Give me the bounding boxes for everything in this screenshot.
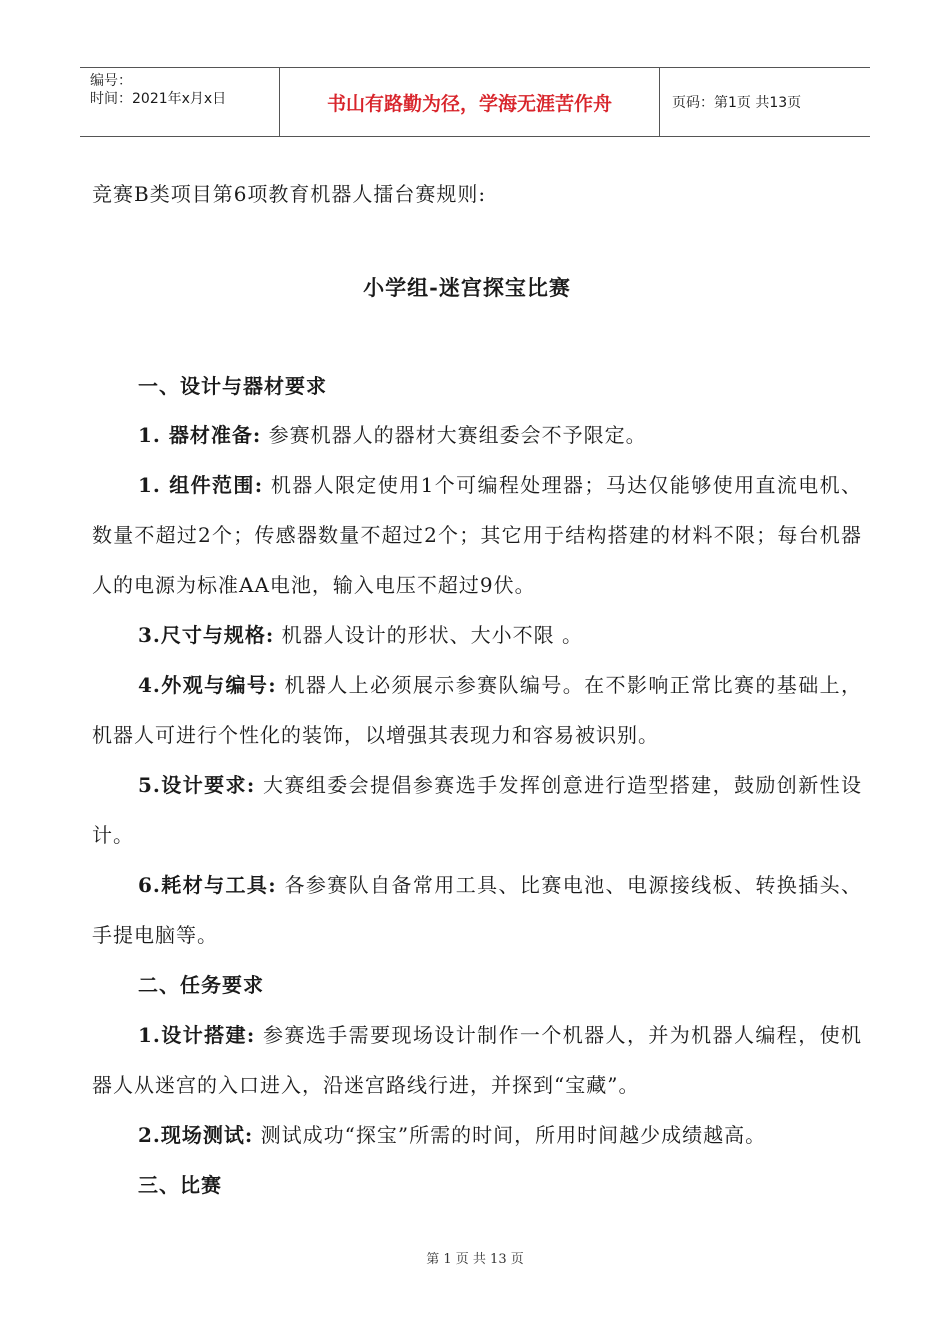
paragraph-label: 1. 器材准备: bbox=[138, 423, 262, 447]
paragraph-text: 机器人限定使用1个可编程处理器；马达仅能够使用直流电机、数量不超过2个；传感器数量不超过2个；其它用于结构搭建的材料不限；每台机器人的电源为标准AA电池，输入电压不超过9伏。 bbox=[92, 473, 862, 597]
paragraph-label: 5.设计要求: bbox=[138, 773, 256, 797]
section-3-title: 三、比赛 bbox=[138, 1173, 222, 1197]
section-1-paragraph-6 bbox=[92, 860, 862, 960]
section-1-paragraph-5 bbox=[92, 760, 862, 860]
document-body bbox=[92, 170, 862, 1210]
paragraph-text: 参赛选手需要现场设计制作一个机器人，并为机器人编程，使机器人从迷宫的入口进入，沿迷宫路线行进，并探到“宝藏”。 bbox=[92, 1023, 863, 1097]
section-1-paragraph-1 bbox=[92, 410, 862, 460]
paragraph-label: 2.现场测试: bbox=[138, 1123, 254, 1147]
section-1-paragraph-3 bbox=[92, 610, 862, 660]
section-1-paragraph-4 bbox=[92, 660, 862, 760]
paragraph-text: 大赛组委会提倡参赛选手发挥创意进行造型搭建，鼓励创新性设计。 bbox=[92, 773, 863, 847]
header-page-code: 页码：第1页 共13页 bbox=[672, 95, 802, 111]
section-2-paragraph-2 bbox=[92, 1110, 862, 1160]
paragraph-label: 1. 组件范围: bbox=[138, 473, 264, 497]
section-2-title: 二、任务要求 bbox=[138, 973, 264, 997]
header-meta bbox=[80, 68, 280, 136]
paragraph-text: 机器人设计的形状、大小不限 。 bbox=[274, 623, 583, 647]
paragraph-label: 6.耗材与工具: bbox=[138, 873, 277, 897]
paragraph-label: 3.尺寸与规格: bbox=[138, 623, 275, 647]
page-header bbox=[80, 67, 870, 137]
paragraph-label: 1.设计搭建: bbox=[138, 1023, 256, 1047]
paragraph-text: 测试成功“探宝”所需的时间，所用时间越少成绩越高。 bbox=[253, 1123, 767, 1147]
section-2-paragraph-1 bbox=[92, 1010, 862, 1110]
paragraph-text: 机器人上必须展示参赛队编号。在不影响正常比赛的基础上，机器人可进行个性化的装饰，以增强其表现力和容易被识别。 bbox=[92, 673, 863, 747]
page-footer: 第 1 页 共 13 页 bbox=[426, 1252, 524, 1267]
paragraph-text: 各参赛队自备常用工具、比赛电池、电源接线板、转换插头、手提电脑等。 bbox=[92, 873, 863, 947]
document-intro: 竞赛B类项目第6项教育机器人擂台赛规则: bbox=[92, 182, 487, 206]
paragraph-label: 4.外观与编号: bbox=[138, 673, 277, 697]
document-number-label: 编号： bbox=[90, 73, 132, 89]
section-1-title: 一、设计与器材要求 bbox=[138, 374, 327, 398]
section-1-paragraph-2 bbox=[92, 460, 862, 610]
paragraph-text: 参赛机器人的器材大赛组委会不予限定。 bbox=[261, 423, 647, 447]
document-time-label: 时间：2021年x月x日 bbox=[90, 91, 227, 107]
header-motto: 书山有路勤为径，学海无涯苦作舟 bbox=[280, 68, 660, 136]
document-subtitle: 小学组-迷宫探宝比赛 bbox=[363, 275, 571, 300]
